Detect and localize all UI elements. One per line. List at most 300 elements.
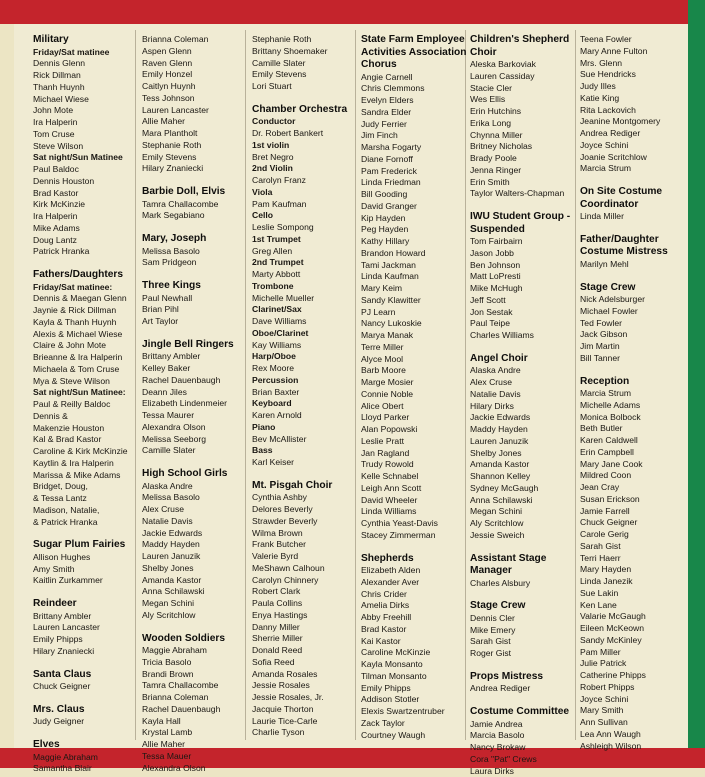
cast-name: Karen Arnold [252,410,364,422]
cast-name: Jessie Rosales [252,680,364,692]
cast-name: Chris Crider [361,589,473,601]
cast-name: Aspen Glenn [142,46,254,58]
cast-name: Leslie Sompong [252,222,364,234]
cast-name: Emily Phipps [361,683,473,695]
cast-name: Aly Scritchlow [142,610,254,622]
cast-name: Maggie Abraham [142,645,254,657]
cast-name: Maggie Abraham [33,752,145,764]
cast-name: Judy Geigner [33,716,145,728]
cast-name: Linda Miller [580,211,692,223]
cast-name: Catherine Phipps [580,670,692,682]
cast-name: Lloyd Parker [361,412,473,424]
cast-name: Tamra Challacombe [142,680,254,692]
cast-name: Donald Reed [252,645,364,657]
cast-name: Brady Poole [470,153,582,165]
cast-name: Lauren Lancaster [33,622,145,634]
cast-name: Brianna Coleman [142,34,254,46]
cast-name: Dr. Robert Bankert [252,128,364,140]
cast-name: Kip Hayden [361,213,473,225]
cast-name: David Granger [361,201,473,213]
cast-name: & Tessa Lantz [33,493,145,505]
cast-name: Amanda Kastor [142,575,254,587]
cast-name: Aleska Barkoviak [470,59,582,71]
cast-name: Mary Jane Cook [580,459,692,471]
cast-name: Anna Schilawski [142,586,254,598]
cast-name: Sofia Reed [252,657,364,669]
cast-name: Brianna Coleman [142,692,254,704]
cast-name: Carole Gerig [580,529,692,541]
cast-name: Allie Maher [142,739,254,751]
cast-name: Jaynie & Rick Dillman [33,305,145,317]
cast-name: Greg Allen [252,246,364,258]
cast-name: Mark Segabiano [142,210,254,222]
cast-name: Sandy McKinley [580,635,692,647]
cast-name: Stephanie Roth [252,34,364,46]
cast-name: Pam Miller [580,647,692,659]
cast-name: Rachel Dauenbaugh [142,704,254,716]
cast-name: Frank Butcher [252,539,364,551]
cast-name: Linda Kaufman [361,271,473,283]
cast-name: Jeanine Montgomery [580,116,692,128]
cast-name: Jacquie Thorton [252,704,364,716]
cast-name: Lauren Cassiday [470,71,582,83]
cast-name: Tess Johnson [142,93,254,105]
role-subheading: Sat night/Sun Matinee [33,152,145,164]
cast-name: Jessie Sweich [470,530,582,542]
section-heading: Santa Claus [33,669,145,682]
cast-name: Rita Lackovich [580,105,692,117]
cast-name: Monica Bolbock [580,412,692,424]
section-heading: IWU Student Group - Suspended [470,211,582,236]
role-subheading: 1st violin [252,140,364,152]
cast-name: Kirk McKinzie [33,199,145,211]
cast-name: Makenzie Houston [33,423,145,435]
cast-name: Terri Haerr [580,553,692,565]
cast-name: Carolyn Franz [252,175,364,187]
cast-name: Wes Ellis [470,94,582,106]
cast-name: Strawder Beverly [252,516,364,528]
cast-name: Stacey Zimmerman [361,530,473,542]
cast-name: Michelle Adams [580,400,692,412]
cast-name: Sue Lakin [580,588,692,600]
cast-name: Madison, Natalie, [33,505,145,517]
cast-name: Alex Cruse [142,504,254,516]
cast-name: Megan Schini [470,506,582,518]
cast-name: Caroline McKinzie [361,647,473,659]
role-subheading: 1st Trumpet [252,234,364,246]
cast-name: Rex Moore [252,363,364,375]
cast-name: Linda Williams [361,506,473,518]
cast-name: Brian Baxter [252,387,364,399]
cast-name: Marissa & Mike Adams [33,470,145,482]
cast-name: Ken Lane [580,600,692,612]
cast-name: Bev McAllister [252,434,364,446]
cast-name: Alan Popowski [361,424,473,436]
cast-name: Rachel Dauenbaugh [142,375,254,387]
cast-name: Melissa Basolo [142,492,254,504]
cast-name: Robert Clark [252,586,364,598]
cast-name: Camille Slater [142,445,254,457]
section-heading: Assistant Stage Manager [470,553,582,578]
cast-name: Mike McHugh [470,283,582,295]
cast-name: Paul Teipe [470,318,582,330]
cast-name: MeShawn Calhoun [252,563,364,575]
cast-name: Bill Tanner [580,353,692,365]
cast-name: Dennis Glenn [33,58,145,70]
section-heading: Children's Shepherd Choir [470,34,582,59]
cast-name: Chuck Geigner [33,681,145,693]
cast-name: Melissa Basolo [142,246,254,258]
cast-name: Alexandra Olson [142,422,254,434]
cast-name: Tamra Challacombe [142,199,254,211]
cast-name: Jeff Scott [470,295,582,307]
cast-name: Jackie Edwards [470,412,582,424]
cast-name: Dennis Houston [33,176,145,188]
cast-name: Brittany Ambler [142,351,254,363]
role-subheading: Friday/Sat matinee: [33,282,145,294]
cast-name: PJ Learn [361,307,473,319]
cast-name: Rick Dillman [33,70,145,82]
cast-name: Ben Johnson [470,260,582,272]
cast-name: Alaska Andre [142,481,254,493]
cast-name: Emily Stevens [252,69,364,81]
cast-name: Mrs. Glenn [580,58,692,70]
cast-name: Michael Wiese [33,94,145,106]
cast-name: Samantha Blair [33,763,145,775]
section-heading: State Farm Employee Activities Association Chorus [361,34,473,72]
cast-name: Charles Alsbury [470,578,582,590]
cast-name: Ira Halperin [33,117,145,129]
cast-name: Michael Fowler [580,306,692,318]
cast-name: Lauren Januzik [470,436,582,448]
cast-name: Erin Campbell [580,447,692,459]
cast-name: Ashleigh Wilson [580,741,692,753]
cast-name: Ted Fowler [580,318,692,330]
cast-name: Cynthia Yeast-Davis [361,518,473,530]
cast-name: Diane Fornoff [361,154,473,166]
cast-name: Emily Phipps [33,634,145,646]
cast-name: Mary Hayden [580,564,692,576]
cast-name: Matt LoPresti [470,271,582,283]
cast-name: Eileen McKeown [580,623,692,635]
section-heading: Barbie Doll, Elvis [142,186,254,199]
cast-name: Kaitlin Zurkammer [33,575,145,587]
cast-name: Marcia Basolo [470,730,582,742]
cast-name: Natalie Davis [142,516,254,528]
cast-name: Jenna Ringer [470,165,582,177]
cast-name: Art Taylor [142,316,254,328]
cast-name: Hilary Dirks [470,401,582,413]
cast-name: Camille Slater [252,58,364,70]
cast-name: Sydney McGaugh [470,483,582,495]
cast-name: Jack Gibson [580,329,692,341]
role-subheading: Harp/Oboe [252,351,364,363]
cast-name: Alexander Aver [361,577,473,589]
cast-name: Judy Ferrier [361,119,473,131]
cast-name: Emily Honzel [142,69,254,81]
section-heading: Chamber Orchestra [252,104,364,117]
cast-name: Anna Schilawski [470,495,582,507]
cast-name: Peg Hayden [361,224,473,236]
cast-name: Beth Butler [580,423,692,435]
cast-name: Jean Cray [580,482,692,494]
cast-name: Zack Taylor [361,718,473,730]
cast-name: Kaytlin & Ira Halperin [33,458,145,470]
cast-name: David Wheeler [361,495,473,507]
cast-name: Alexis & Michael Wiese [33,329,145,341]
cast-name: Jessie Rosales, Jr. [252,692,364,704]
section-heading: High School Girls [142,468,254,481]
cast-name: Taylor Walters-Chapman [470,188,582,200]
cast-name: Tami Jackman [361,260,473,272]
cast-name: Sarah Gist [470,636,582,648]
cast-name: Deann Jiles [142,387,254,399]
cast-name: Paul Newhall [142,293,254,305]
cast-name: Brittany Ambler [33,611,145,623]
cast-name: Erika Long [470,118,582,130]
section-heading: Sugar Plum Fairies [33,539,145,552]
cast-name: Elexis Swartzentruber [361,706,473,718]
cast-name: Laurie Tice-Carle [252,716,364,728]
cast-name: Andrea Rediger [470,683,582,695]
cast-name: Linda Friedman [361,177,473,189]
cast-name: Chynna Miller [470,130,582,142]
cast-name: Susan Erickson [580,494,692,506]
cast-name: Terre Miller [361,342,473,354]
cast-name: Steve Wilson [33,141,145,153]
cast-name: Brad Kastor [33,188,145,200]
cast-name: Roger Gist [470,648,582,660]
section-heading: Mary, Joseph [142,233,254,246]
cast-name: Maddy Hayden [142,539,254,551]
cast-name: Pam Kaufman [252,199,364,211]
role-subheading: Oboe/Clarinet [252,328,364,340]
cast-name: Tricia Basolo [142,657,254,669]
cast-name: Mya & Steve Wilson [33,376,145,388]
cast-name: Caroline & Kirk McKinzie [33,446,145,458]
cast-name: Jim Finch [361,130,473,142]
cast-name: Maddy Hayden [470,424,582,436]
cast-name: Charles Williams [470,330,582,342]
cast-name: Valerie Byrd [252,551,364,563]
cast-name: Allie Maher [142,116,254,128]
cast-name: Brian Pihl [142,304,254,316]
cast-name: Karen Caldwell [580,435,692,447]
cast-name: Tilman Monsanto [361,671,473,683]
cast-name: Kayla Monsanto [361,659,473,671]
cast-name: & Patrick Hranka [33,517,145,529]
cast-name: Emily Stevens [142,152,254,164]
cast-name: John Mote [33,105,145,117]
cast-name: Cora "Pat" Crews [470,754,582,766]
section-heading: Reindeer [33,598,145,611]
cast-name: Chuck Geigner [580,517,692,529]
cast-column-5 [470,34,582,777]
cast-name: Jim Martin [580,341,692,353]
cast-name: Laura Dirks [470,766,582,777]
cast-name: Alaska Andre [470,365,582,377]
cast-name: Mary Anne Fulton [580,46,692,58]
section-heading: On Site Costume Coordinator [580,186,692,211]
cast-name: Tom Cruse [33,129,145,141]
cast-name: Chris Clemmons [361,83,473,95]
cast-name: Elizabeth Alden [361,565,473,577]
cast-name: Erin Smith [470,177,582,189]
role-subheading: Trombone [252,281,364,293]
cast-name: Thanh Huynh [33,82,145,94]
cast-name: Wilma Brown [252,528,364,540]
section-heading: Jingle Bell Ringers [142,339,254,352]
cast-name: Sandra Elder [361,107,473,119]
cast-name: Shelby Jones [142,563,254,575]
section-heading: Fathers/Daughters [33,269,145,282]
cast-name: Dennis & [33,411,145,423]
cast-name: Ann Sullivan [580,717,692,729]
cast-name: Teena Fowler [580,34,692,46]
cast-name: Paula Collins [252,598,364,610]
cast-name: Kai Kastor [361,636,473,648]
role-subheading: Viola [252,187,364,199]
cast-name: Robert Phipps [580,682,692,694]
cast-name: Delores Beverly [252,504,364,516]
cast-name: Erin Hutchins [470,106,582,118]
cast-name: Shannon Kelley [470,471,582,483]
cast-name: Marge Mosier [361,377,473,389]
cast-name: Natalie Davis [470,389,582,401]
cast-name: Barb Moore [361,365,473,377]
cast-name: Jan Ragland [361,448,473,460]
cast-name: Marty Abbott [252,269,364,281]
cast-name: Stacie Cler [470,83,582,95]
cast-name: Kelle Schnabel [361,471,473,483]
cast-name: Pam Frederick [361,166,473,178]
cast-name: Nick Adelsburger [580,294,692,306]
section-heading: Three Kings [142,280,254,293]
cast-name: Sam Pridgeon [142,257,254,269]
cast-name: Joanie Scritchlow [580,152,692,164]
section-heading: Elves [33,739,145,752]
section-heading: Stage Crew [470,600,582,613]
cast-name: Kal & Brad Kastor [33,434,145,446]
cast-name: Mary Smith [580,705,692,717]
section-heading: Stage Crew [580,282,692,295]
cast-name: Paul & Reilly Baldoc [33,399,145,411]
cast-column-1 [33,34,145,775]
cast-name: Allison Hughes [33,552,145,564]
cast-name: Joyce Schini [580,140,692,152]
cast-name: Tom Fairbairn [470,236,582,248]
cast-name: Katie King [580,93,692,105]
role-subheading: Conductor [252,116,364,128]
cast-name: Amelia Dirks [361,600,473,612]
cast-name: Lori Stuart [252,81,364,93]
cast-column-6 [580,34,692,752]
section-heading: Reception [580,376,692,389]
cast-name: Jon Sestak [470,307,582,319]
role-subheading: 2nd Trumpet [252,257,364,269]
cast-name: Amy Smith [33,564,145,576]
cast-name: Ira Halperin [33,211,145,223]
cast-name: Kayla & Thanh Huynh [33,317,145,329]
cast-name: Julie Patrick [580,658,692,670]
section-heading: Costume Committee [470,706,582,719]
top-red-border [0,0,705,24]
cast-name: Carolyn Chinnery [252,575,364,587]
cast-name: Jason Jobb [470,248,582,260]
role-subheading: Sat night/Sun Matinee: [33,387,145,399]
cast-name: Danny Miller [252,622,364,634]
cast-name: Brieanne & Ira Halperin [33,352,145,364]
cast-name: Hilary Znaniecki [33,646,145,658]
section-heading: Angel Choir [470,353,582,366]
cast-name: Alice Obert [361,401,473,413]
cast-name: Brandon Howard [361,248,473,260]
role-subheading: Percussion [252,375,364,387]
cast-name: Amanda Kastor [470,459,582,471]
role-subheading: Keyboard [252,398,364,410]
cast-name: Raven Glenn [142,58,254,70]
cast-name: Kelley Baker [142,363,254,375]
cast-column-4 [361,34,473,741]
section-heading: Props Mistress [470,671,582,684]
section-heading: Shepherds [361,553,473,566]
cast-name: Marsha Fogarty [361,142,473,154]
cast-name: Mike Emery [470,625,582,637]
cast-name: Trudy Rowold [361,459,473,471]
cast-name: Dennis & Maegan Glenn [33,293,145,305]
cast-name: Melissa Seeborg [142,434,254,446]
cast-name: Hilary Znaniecki [142,163,254,175]
cast-name: Lauren Januzik [142,551,254,563]
cast-name: Judy Illes [580,81,692,93]
section-heading: Mt. Pisgah Choir [252,480,364,493]
role-subheading: Clarinet/Sax [252,304,364,316]
cast-name: Amanda Rosales [252,669,364,681]
cast-name: Sherrie Miller [252,633,364,645]
cast-name: Connie Noble [361,389,473,401]
cast-name: Marcia Strum [580,163,692,175]
cast-name: Caitlyn Huynh [142,81,254,93]
cast-column-3 [252,34,364,739]
cast-name: Enya Hastings [252,610,364,622]
cast-name: Bill Gooding [361,189,473,201]
cast-name: Jackie Edwards [142,528,254,540]
section-heading: Mrs. Claus [33,704,145,717]
cast-name: Kathy Hillary [361,236,473,248]
section-heading: Military [33,34,145,47]
cast-name: Mary Keim [361,283,473,295]
cast-name: Leslie Pratt [361,436,473,448]
section-heading: Father/Daughter Costume Mistress [580,234,692,259]
cast-name: Marilyn Mehl [580,259,692,271]
cast-name: Lauren Lancaster [142,105,254,117]
cast-name: Dave Williams [252,316,364,328]
cast-name: Brandi Brown [142,669,254,681]
cast-name: Brittany Shoemaker [252,46,364,58]
cast-name: Kay Williams [252,340,364,352]
cast-name: Valarie McGaugh [580,611,692,623]
cast-name: Cynthia Ashby [252,492,364,504]
cast-name: Megan Schini [142,598,254,610]
cast-name: Mara Plantholt [142,128,254,140]
cast-name: Alexandra Olson [142,763,254,775]
cast-name: Bridget, Doug, [33,481,145,493]
role-subheading: Bass [252,445,364,457]
cast-name: Sarah Gist [580,541,692,553]
cast-name: Evelyn Elders [361,95,473,107]
cast-name: Michaela & Tom Cruse [33,364,145,376]
cast-name: Claire & John Mote [33,340,145,352]
